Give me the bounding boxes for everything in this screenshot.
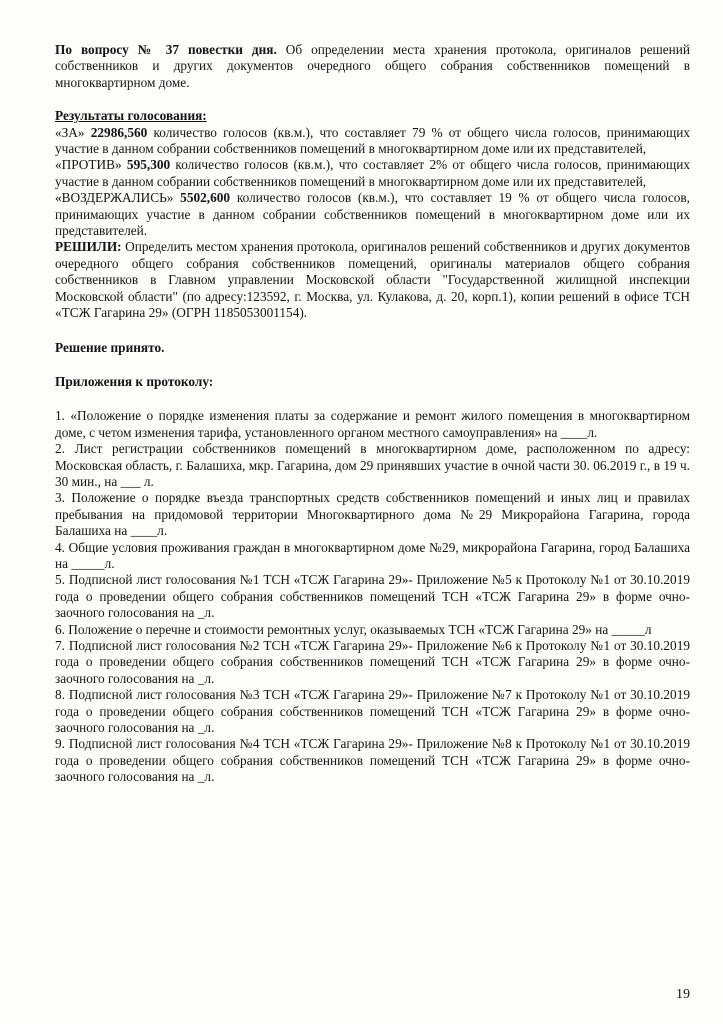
- vote-abstained-value: 5502,600: [180, 190, 231, 206]
- question-text: Об определении места хранения протокола, оригиналов решений собственников и других документов очередного общего собрания собственников помещений в многоквартирном доме.: [55, 42, 690, 90]
- question-paragraph: [55, 42, 690, 91]
- attachments-heading: Приложения к протоколу:: [55, 373, 214, 389]
- attachment-item: 1. «Положение о порядке изменения платы за содержание и ремонт жилого помещения в многоквартирном доме, с четом изменения тарифа, установленного органом местного самоуправления» на ____л.: [55, 408, 690, 440]
- attachment-item: 9. Подписной лист голосования №4 ТСН «ТСЖ Гагарина 29»- Приложение №8 к Протоколу №1 от 30.10.2019 года о проведении общего собрания собственников помещений ТСН «ТСЖ Гагарина 29» в форме очно-заочного голосования на _л.: [55, 736, 690, 785]
- resolved-paragraph: [55, 239, 690, 321]
- attachment-item: 5. Подписной лист голосования №1 ТСН «ТСЖ Гагарина 29»- Приложение №5 к Протоколу №1 от 30.10.2019 года о проведении общего собрания собственников помещений ТСН «ТСЖ Гагарина 29» в форме очно-заочного голосования на _л.: [55, 572, 690, 621]
- attachment-item: 3. Положение о порядке въезда транспортных средств собственников помещений и иных лиц и правилах пребывания на придомовой территории Многоквартирного дома №29 Микрорайона Гагарина, города Балашиха на ____л.: [55, 490, 690, 539]
- attachment-item: 6. Положение о перечне и стоимости ремонтных услуг, оказываемых ТСН «ТСЖ Гагарина 29» на _____л: [55, 621, 652, 637]
- vote-against-label: «ПРОТИВ»: [55, 157, 127, 173]
- vote-against-text: количество голосов (кв.м.), что составляет 2% от общего числа голосов, принимающих участие в данном собрании собственников помещений в многоквартирном доме или их представителей,: [55, 157, 690, 189]
- attachment-item: 8. Подписной лист голосования №3 ТСН «ТСЖ Гагарина 29»- Приложение №7 к Протоколу №1 от 30.10.2019 года о проведении общего собрания собственников помещений ТСН «ТСЖ Гагарина 29» в форме очно-заочного голосования на _л.: [55, 687, 690, 736]
- vote-for-value: 22986,560: [90, 124, 148, 140]
- results-heading: [55, 108, 690, 124]
- vote-abstained-text: количество голосов (кв.м.), что составляет 19 % от общего числа голосов, принимающих участие в данном собрании собственников помещений в многоквартирном доме или их представителей.: [55, 190, 690, 239]
- page-number: 19: [676, 987, 690, 1002]
- attachment-item: 7. Подписной лист голосования №2 ТСН «ТСЖ Гагарина 29»- Приложение №6 к Протоколу №1 от 30.10.2019 года о проведении общего собрания собственников помещений ТСН «ТСЖ Гагарина 29» в форме очно-заочного голосования на _л.: [55, 638, 690, 686]
- question-heading: По вопросу № 37 повестки дня.: [55, 42, 277, 57]
- vote-against-value: 595,300: [126, 157, 171, 173]
- attachments-list: [55, 408, 690, 785]
- resolved-label: РЕШИЛИ:: [55, 239, 122, 255]
- results-heading-text: Результаты голосования:: [55, 108, 207, 124]
- resolved-text: Определить местом хранения протокола, оригиналов решений собственников и других документов очередного общего собрания собственников помещений, оригиналы материалов общего собрания собственников в Главном управлении Московской области "Государственной жилищной инспекции Московской области" (по адресу:123592, г. Москва, ул. Кулакова, д. 20, корп.1), копии решений в офисе ТСН «ТСЖ Гагарина 29» (ОГРН 1185053001154).: [55, 239, 690, 321]
- vote-for-text: количество голосов (кв.м.), что составляет 79 % от общего числа голосов, принимающих участие в данном собрании собственников помещений в многоквартирном доме или их представителей,: [55, 124, 690, 157]
- vote-against: [55, 157, 690, 190]
- vote-for-label: «ЗА»: [55, 124, 91, 140]
- vote-for: [55, 125, 690, 158]
- attachment-item: 4. Общие условия проживания граждан в многоквартирном доме №29, микрорайона Гагарина, город Балашиха на _____л.: [55, 539, 690, 571]
- vote-abstained: [55, 190, 690, 239]
- vote-abstained-label: «ВОЗДЕРЖАЛИСЬ»: [55, 190, 181, 206]
- attachment-item: 2. Лист регистрации собственников помещений в многоквартирном доме, расположенном по адресу: Московская область, г. Балашиха, мкр. Гагарина, дом 29 принявших участие в очной части 30. 06.2019 г., в 19 ч. 30 мин., на ___ л.: [55, 441, 690, 489]
- decision-text: Решение принято.: [55, 339, 165, 355]
